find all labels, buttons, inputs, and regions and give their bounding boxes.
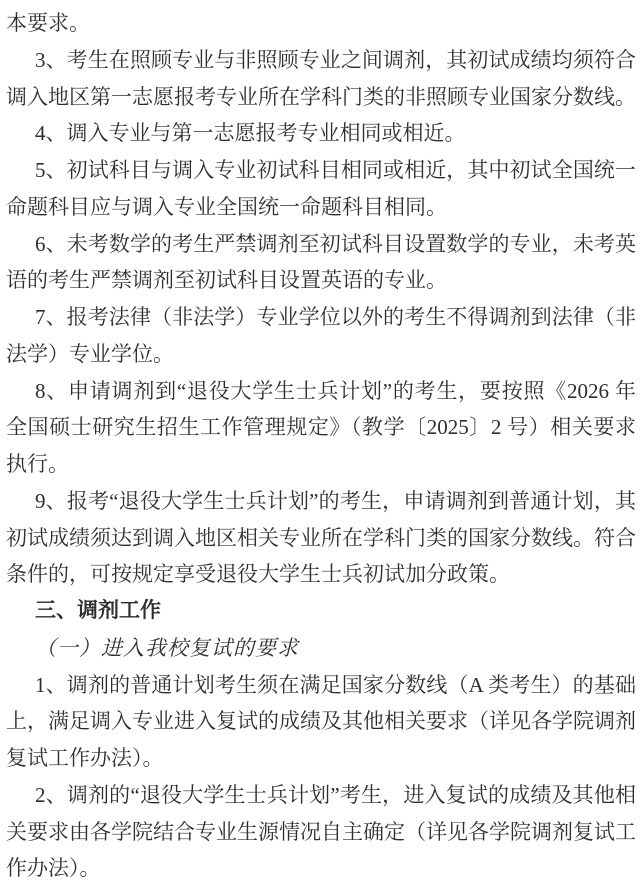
- paragraph-rule-3: 3、考生在照顾专业与非照顾专业之间调剂，其初试成绩均须符合调入地区第一志愿报考专业所在学科门类的非照顾专业国家分数线。: [6, 47, 636, 109]
- section-heading-transfer-work: 三、调剂工作: [35, 599, 161, 622]
- paragraph-rule-8: 8、申请调剂到“退役大学生士兵计划”的考生，要按照《2026 年全国硕士研究生招生工作管理规定》（教学〔2025〕2 号）相关要求执行。: [6, 378, 636, 476]
- paragraph-item-1: 1、调剂的普通计划考生须在满足国家分数线（A 类考生）的基础上，满足调入专业进入复试的成绩及其他相关要求（详见各学院调剂复试工作办法）。: [6, 672, 636, 770]
- paragraph-continuation: 本要求。: [6, 11, 90, 35]
- paragraph-item-2: 2、调剂的“退役大学生士兵计划”考生，进入复试的成绩及其他相关要求由各学院结合专业生源情况自主确定（详见各学院调剂复试工作办法）。: [6, 782, 636, 881]
- paragraph-rule-5: 5、初试科目与调入专业初试科目相同或相近，其中初试全国统一命题科目应与调入专业全国统一命题科目相同。: [6, 158, 636, 219]
- paragraph-rule-9: 9、报考“退役大学生士兵计划”的考生，申请调剂到普通计划，其初试成绩须达到调入地区相关专业所在学科门类的国家分数线。符合条件的，可按规定享受退役大学生士兵初试加分政策。: [6, 488, 636, 587]
- paragraph-rule-7: 7、报考法律（非法学）专业学位以外的考生不得调剂到法律（非法学）专业学位。: [6, 305, 636, 366]
- document-body: [6, 5, 636, 882]
- subsection-heading-retest-requirements: （一）进入我校复试的要求: [35, 635, 299, 660]
- paragraph-rule-6: 6、未考数学的考生严禁调剂至初试科目设置数学的专业，未考英语的考生严禁调剂至初试科目设置英语的专业。: [6, 231, 636, 293]
- paragraph-rule-4: 4、调入专业与第一志愿报考专业相同或相近。: [35, 121, 466, 146]
